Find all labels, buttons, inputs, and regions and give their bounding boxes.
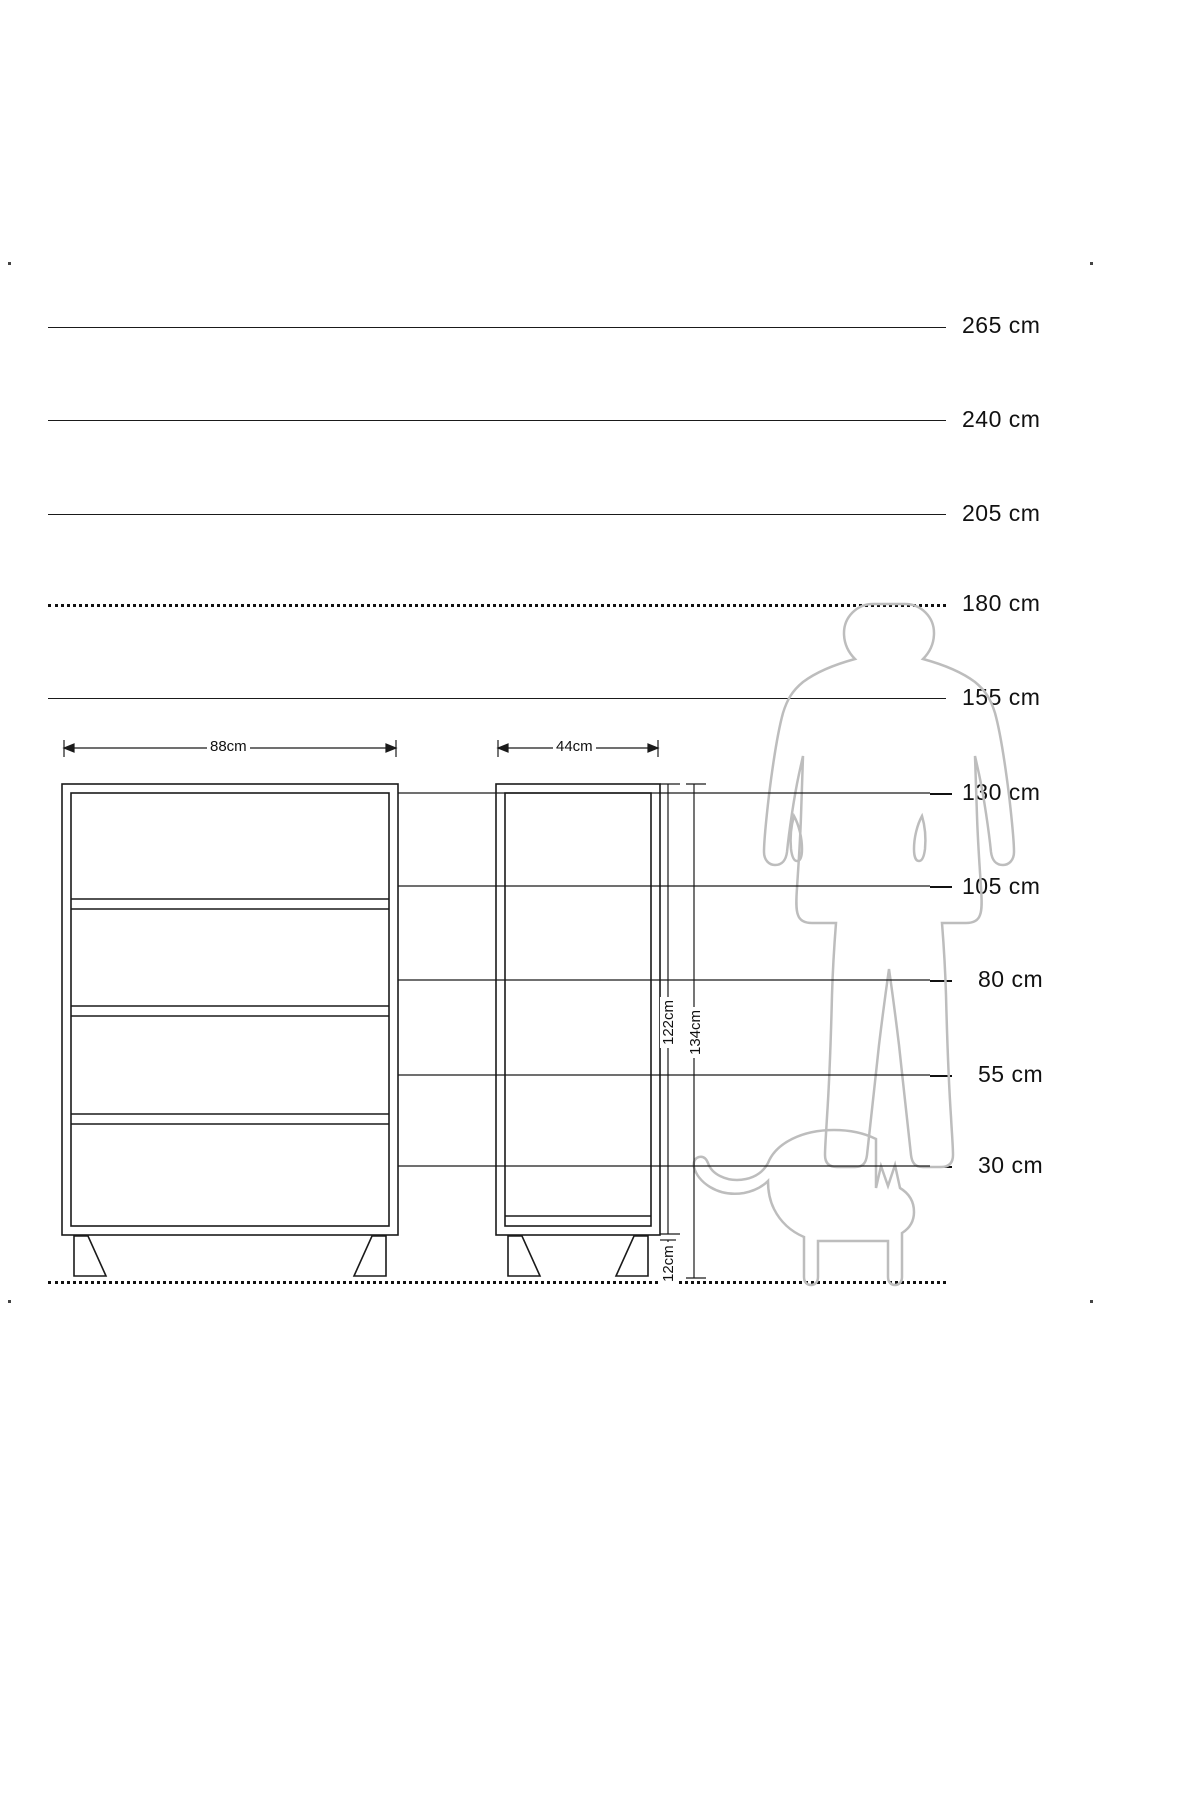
scale-tick-130 — [930, 793, 952, 795]
scale-label-80: 80 cm — [978, 966, 1044, 992]
dim-label-width-44: 44cm — [553, 738, 596, 755]
scale-guidelines-inner — [398, 793, 930, 1166]
dim-label-leg-12: 12cm — [660, 1242, 677, 1285]
scale-label-30: 30 cm — [978, 1152, 1044, 1178]
dim-label-height-122: 122cm — [660, 997, 677, 1048]
bookcase-leg-left — [74, 1236, 106, 1276]
bookcase-leg-right — [354, 1236, 386, 1276]
wide-bookcase — [62, 784, 398, 1276]
ground-line — [48, 1281, 946, 1284]
scale-label-180: 180 cm — [962, 590, 1041, 616]
registration-dot-bottom-right — [1090, 1300, 1093, 1303]
scale-line-205 — [48, 514, 946, 515]
scale-label-130: 130 cm — [962, 779, 1041, 805]
narrow-cabinet — [496, 784, 660, 1276]
scale-label-240: 240 cm — [962, 406, 1041, 432]
registration-dot-top-right — [1090, 262, 1093, 265]
scale-line-180-dotted — [48, 604, 946, 607]
scale-line-240 — [48, 420, 946, 421]
scale-label-205: 205 cm — [962, 500, 1041, 526]
registration-dot-top-left — [8, 262, 11, 265]
dim-label-height-134: 134cm — [687, 1007, 704, 1058]
scale-label-55: 55 cm — [978, 1061, 1044, 1087]
scale-tick-105 — [930, 886, 952, 888]
cat-silhouette — [694, 1130, 914, 1285]
scale-tick-55 — [930, 1075, 952, 1077]
scale-label-265: 265 cm — [962, 312, 1041, 338]
cabinet-leg-right — [616, 1236, 648, 1276]
scale-line-265 — [48, 327, 946, 328]
dim-label-width-88: 88cm — [207, 738, 250, 755]
scale-line-155 — [48, 698, 946, 699]
cabinet-leg-left — [508, 1236, 540, 1276]
registration-dot-bottom-left — [8, 1300, 11, 1303]
scale-tick-80 — [930, 980, 952, 982]
scale-label-155: 155 cm — [962, 684, 1041, 710]
scale-label-105: 105 cm — [962, 873, 1041, 899]
scale-tick-30 — [930, 1166, 952, 1168]
